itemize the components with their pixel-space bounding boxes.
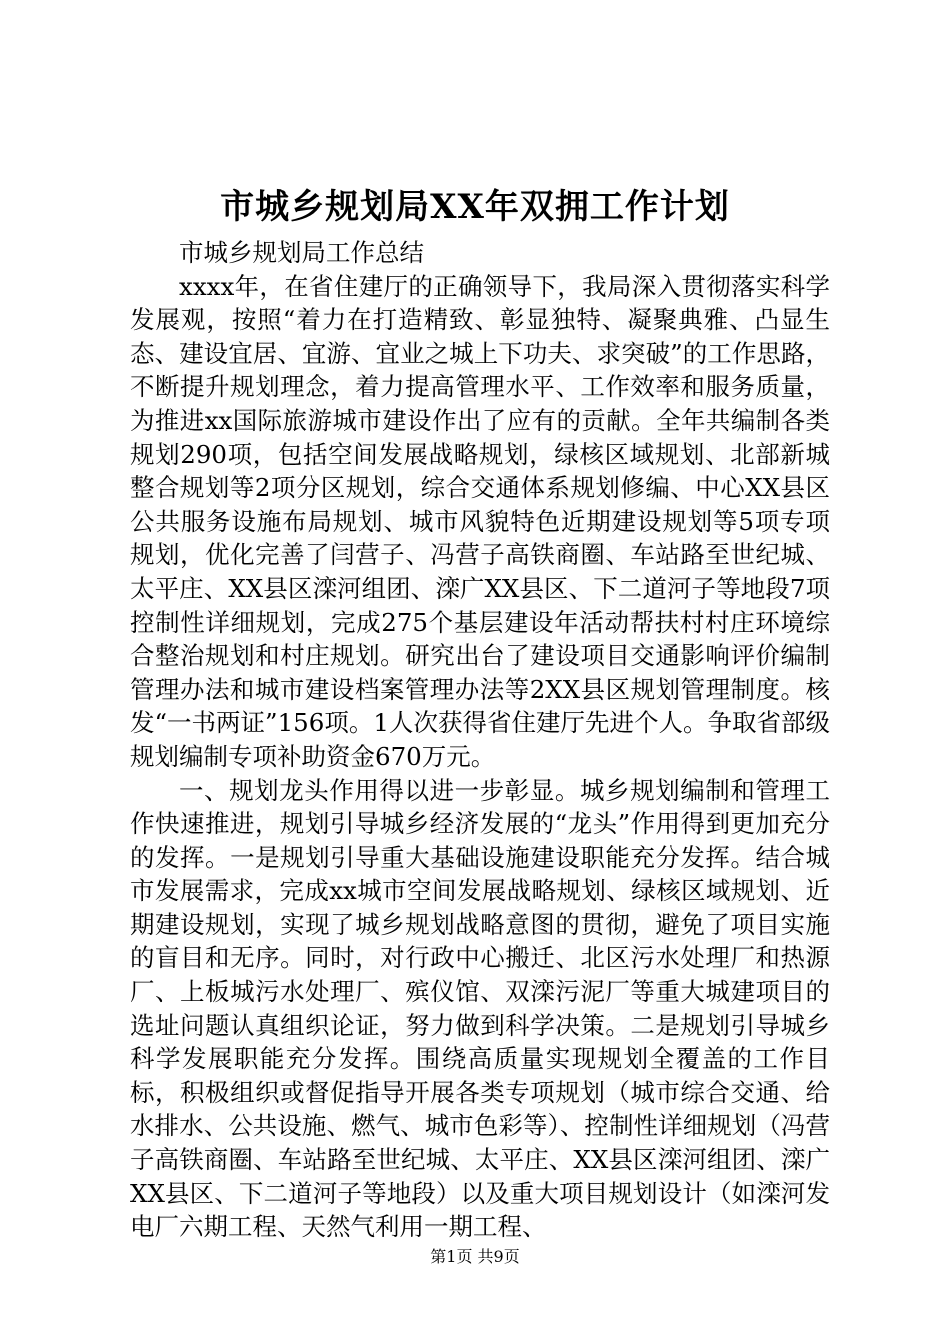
paragraph-subtitle: 市城乡规划局工作总结 xyxy=(179,238,424,267)
paragraph-section-one: 一、规划龙头作用得以进一步彰显。城乡规划编制和管理工作快速推进，规划引导城乡经济发展的“龙头”作用得到更加充分的发挥。一是规划引导重大基础设施建设职能充分发挥。结合城市发展需求，完成xx城市空间发展战略规划、绿核区域规划、近期建设规划，实现了城乡规划战略意图的贯彻，避免了项目实施的盲目和无序。同时，对行政中心搬迁、北区污水处理厂和热源厂、上板城污水处理厂、殡仪馆、双滦污泥厂等重大城建项目的选址问题认真组织论证，努力做到科学决策。二是规划引导城乡科学发展职能充分发挥。围绕高质量实现规划全覆盖的工作目标，积极组织或督促指导开展各类专项规划（城市综合交通、给水排水、公共设施、燃气、城市色彩等）、控制性详细规划（冯营子高铁商圈、车站路至世纪城、太平庄、XX县区滦河组团、滦广XX县区、下二道河子等地段）以及重大项目规划设计（如滦河发电厂六期工程、天然气利用一期工程、 xyxy=(130,775,830,1242)
document-body xyxy=(130,236,830,1244)
paragraph-summary: xxxx年，在省住建厅的正确领导下，我局深入贯彻落实科学发展观，按照“着力在打造精致、彰显独特、凝聚典雅、凸显生态、建设宜居、宜游、宜业之城上下功夫、求突破”的工作思路，不断提升规划理念，着力提高管理水平、工作效率和服务质量，为推进xx国际旅游城市建设作出了应有的贡献。全年共编制各类规划290项，包括空间发展战略规划，绿核区域规划、北部新城整合规划等2项分区规划，综合交通体系规划修编、中心XX县区公共服务设施布局规划、城市风貌特色近期建设规划等5项专项规划，优化完善了闫营子、冯营子高铁商圈、车站路至世纪城、太平庄、XX县区滦河组团、滦广XX县区、下二道河子等地段7项控制性详细规划，完成275个基层建设年活动帮扶村村庄环境综合整治规划和村庄规划。研究出台了建设项目交通影响评价编制管理办法和城市建设档案管理办法等2XX县区规划管理制度。核发“一书两证”156项。1人次获得省住建厅先进个人。争取省部级规划编制专项补助资金670万元。 xyxy=(130,271,830,771)
document-title: 市城乡规划局XX年双拥工作计划 xyxy=(220,187,730,227)
page-footer: 第1页 共9页 xyxy=(430,1247,520,1266)
